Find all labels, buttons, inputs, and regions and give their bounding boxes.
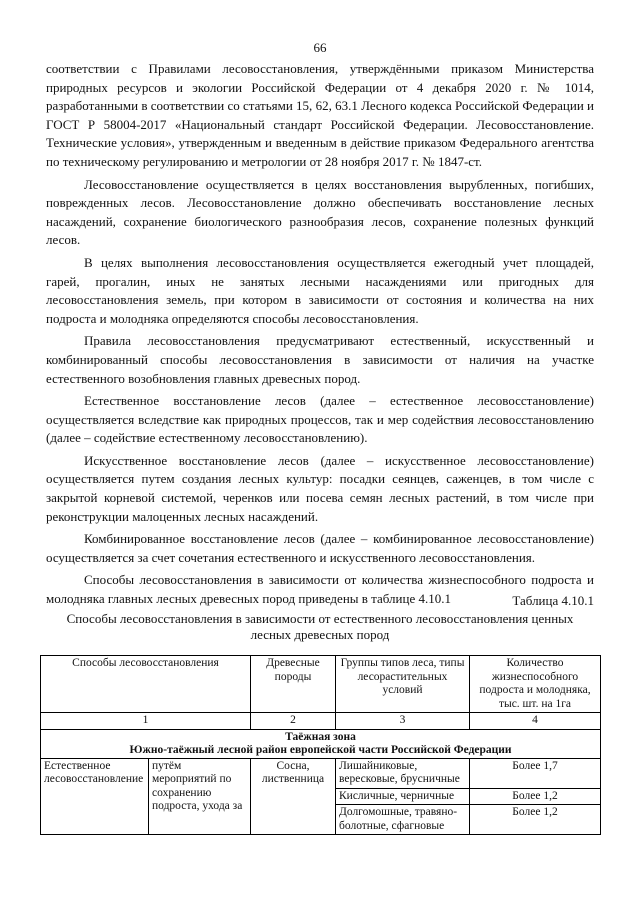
forest-type-cell: Долгомошные, травяно-болотные, сфагновые	[336, 805, 470, 835]
forest-type-cell: Кисличные, черничные	[336, 788, 470, 805]
quantity-cell: Более 1,7	[470, 758, 601, 788]
table-caption: Способы лесовосстановления в зависимости от естественного лесовосстановления ценных лесных древесных пород	[66, 611, 574, 642]
reforestation-table	[40, 655, 601, 835]
zone-title: Таёжная зона	[285, 730, 356, 743]
column-number: 2	[251, 713, 336, 730]
column-number-row	[41, 713, 601, 730]
column-number: 1	[41, 713, 251, 730]
table-header-row	[41, 656, 601, 713]
paragraph: Искусственное восстановление лесов (далее – искусственное лесовосстановление) осуществляется путем создания лесных культур: посадки сеянцев, саженцев, в том числе с закрытой корневой системой, черенков или посева семян лесных растений, в том числе при реконструкции малоценных лесных насаждений.	[46, 452, 594, 524]
table-label: Таблица 4.10.1	[512, 593, 594, 608]
zone-row	[41, 729, 601, 758]
paragraph: соответствии с Правилами лесовосстановления, утверждёнными приказом Министерства природных ресурсов и экологии Российской Федерации от 4 декабря 2020 г. № 1014, разработанными в соответствии со статьями 15, 62, 63.1 Лесного кодекса Российской Федерации и ГОСТ Р 58004-2017 «Национальный стандарт Российской Федерации. Лесовосстановление. Технические условия», утвержденным и введенным в действие приказом Федерального агентства по техническому регулированию и метрологии от 28 ноября 2017 г. № 1847-ст.	[46, 61, 594, 169]
header-cell: Способы лесовосстановления	[41, 656, 251, 713]
paragraph: В целях выполнения лесовосстановления осуществляется ежегодный учет площадей, гарей, прогалин, иных не занятых лесными насаждениями или пригодных для лесовосстановления земель, при котором в зависимости от состояния и количества на них подроста и молодняка определяются способы лесовосстановления.	[46, 254, 594, 326]
paragraph: Лесовосстановление осуществляется в целях восстановления вырубленных, погибших, поврежденных лесов. Лесовосстановление должно обеспечивать восстановление лесных насаждений, сохранение биологического разнообразия лесов, сохранение полезных функций лесов.	[46, 176, 594, 248]
species-cell: Сосна, лиственница	[251, 758, 336, 835]
body-text	[46, 60, 594, 613]
paragraph: Способы лесовосстановления в зависимости от количества жизнеспособного подроста и молодняка главных лесных древесных пород приведены в таблице 4.10.1	[46, 572, 594, 607]
paragraph: Комбинированное восстановление лесов (далее – комбинированное лесовосстановление) осуществляется за счет сочетания естественного и искусственного лесовосстановления.	[46, 531, 594, 565]
measure-cell: путём мероприятий по сохранению подроста, ухода за	[149, 758, 251, 835]
table-row	[41, 758, 601, 788]
column-number: 3	[336, 713, 470, 730]
page-number: 66	[313, 40, 327, 55]
method-cell: Естественное лесовосстановление	[41, 758, 149, 835]
header-cell: Группы типов леса, типы лесорастительных условий	[336, 656, 470, 713]
header-cell: Количество жизнеспособного подроста и молодняка, тыс. шт. на 1га	[470, 656, 601, 713]
forest-type-cell: Лишайниковые, вересковые, брусничные	[336, 758, 470, 788]
quantity-cell: Более 1,2	[470, 788, 601, 805]
zone-cell	[41, 729, 601, 758]
paragraph: Естественное восстановление лесов (далее – естественное лесовосстановление) осуществляется вследствие как природных процессов, так и мер содействия лесовосстановлению (далее – содействие естественному лесовосстановлению).	[46, 393, 594, 446]
header-cell: Древесные породы	[251, 656, 336, 713]
column-number: 4	[470, 713, 601, 730]
region-title: Южно-таёжный лесной район европейской части Российской Федерации	[129, 743, 512, 756]
quantity-cell: Более 1,2	[470, 805, 601, 835]
paragraph: Правила лесовосстановления предусматривают естественный, искусственный и комбинированный способы лесовосстановления в зависимости от наличия на участке естественного возобновления главных древесных пород.	[46, 333, 594, 386]
